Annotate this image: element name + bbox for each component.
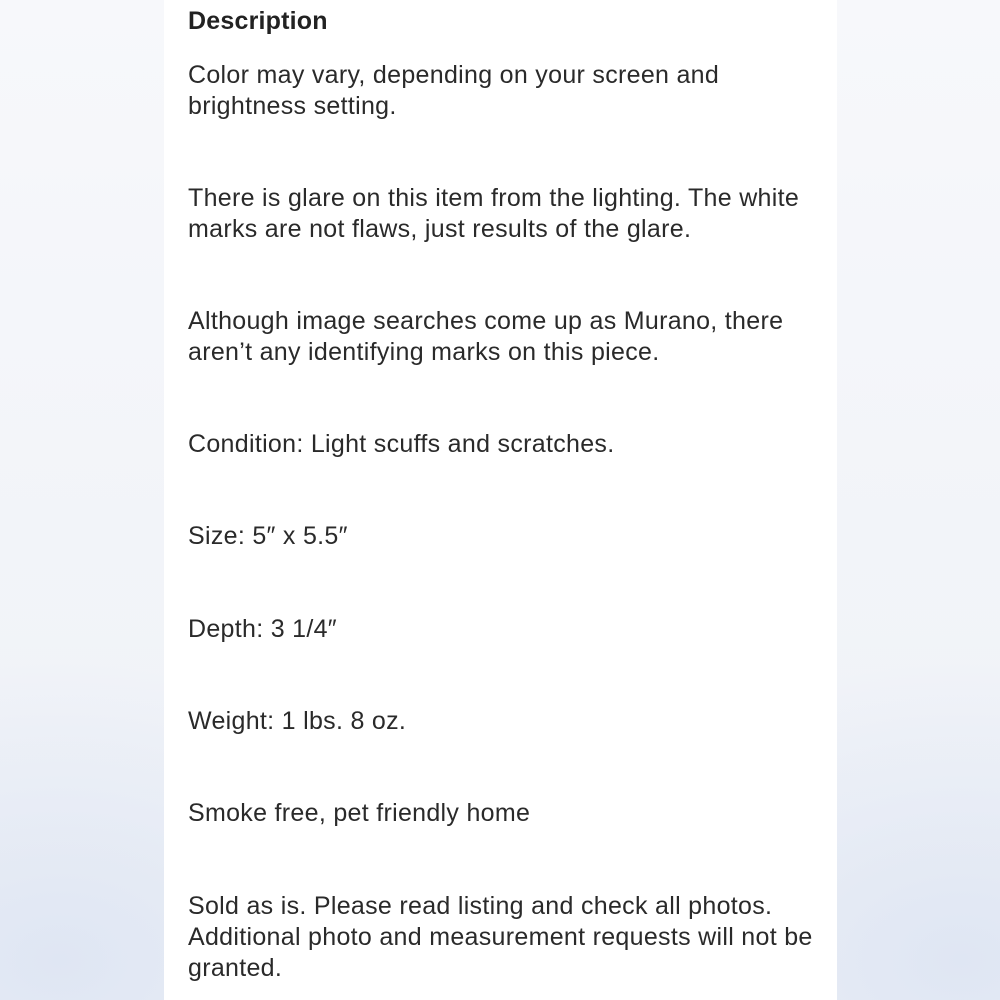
description-paragraph-depth: Depth: 3 1/4″ [188, 615, 337, 643]
description-paragraph-weight: Weight: 1 lbs. 8 oz. [188, 707, 407, 735]
description-paragraph-color: Color may vary, depending on your screen and brightness setting. [188, 61, 720, 120]
description-paragraph-size: Size: 5″ x 5.5″ [188, 522, 348, 550]
description-heading: Description [188, 7, 328, 35]
description-paragraph-condition: Condition: Light scuffs and scratches. [188, 430, 615, 458]
description-paragraph-home: Smoke free, pet friendly home [188, 799, 531, 827]
description-panel [164, 0, 837, 1000]
description-paragraph-glare: There is glare on this item from the lighting. The white marks are not flaws, just results of the glare. [188, 184, 800, 243]
description-paragraph-sold-as-is: Sold as is. Please read listing and check all photos. Additional photo and measurement requests will not be granted. [188, 892, 813, 982]
description-paragraph-marks: Although image searches come up as Murano, there aren’t any identifying marks on this piece. [188, 307, 784, 366]
